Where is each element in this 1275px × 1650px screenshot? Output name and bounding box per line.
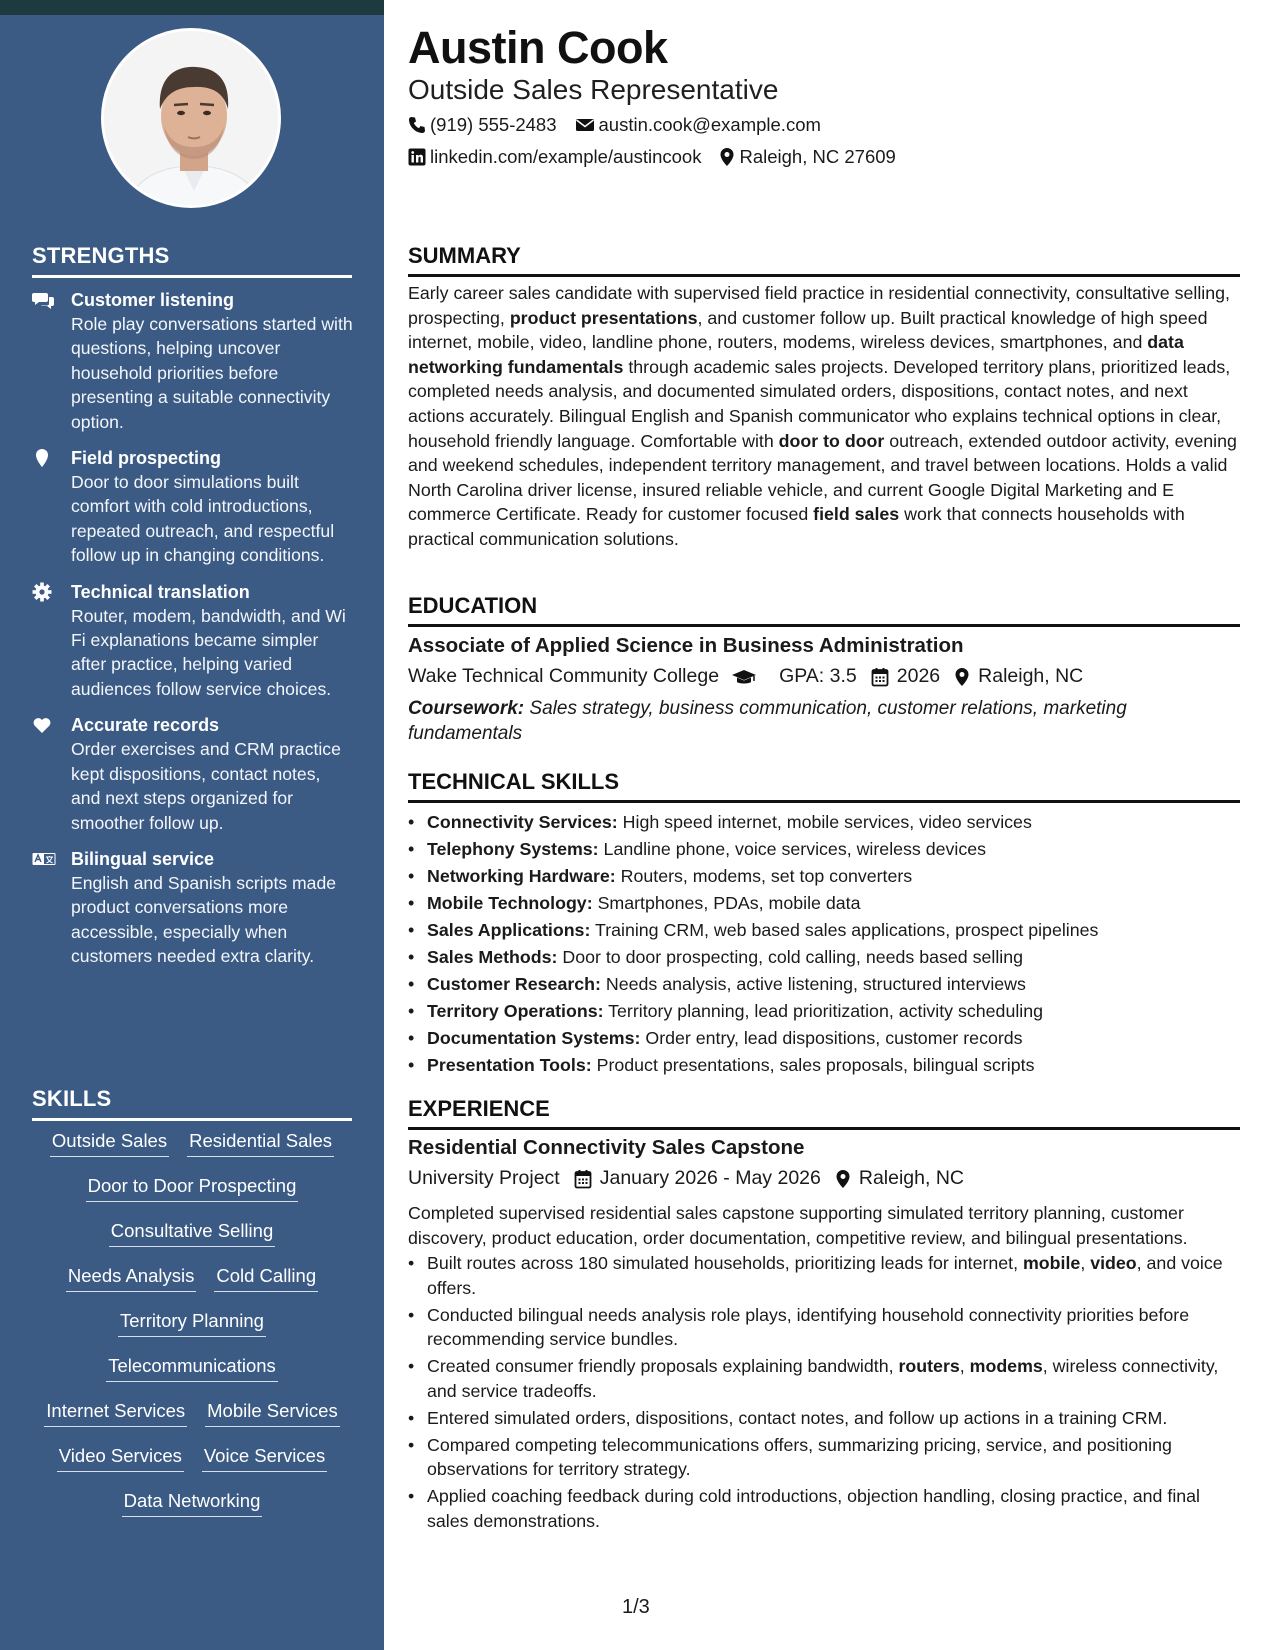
page-number: 1/3: [622, 1596, 650, 1618]
coursework-label: Coursework:: [408, 698, 525, 719]
phone-number: (919) 555-2483: [430, 114, 557, 135]
strength-description: Order exercises and CRM practice kept dispositions, contact notes, and next steps organized for smoother follow up.: [71, 739, 341, 833]
skill-category: Telephony Systems:: [427, 839, 599, 859]
skill-category: Connectivity Services:: [427, 812, 618, 832]
education-location: [954, 665, 1083, 688]
coursework-text: Sales strategy, business communication, customer relations, marketing fundamentals: [408, 698, 1127, 744]
skill-tag: Video Services: [57, 1443, 184, 1472]
experience-bullets: [408, 1251, 1240, 1536]
strength-description: Role play conversations started with questions, helping uncover household priorities before presenting a suitable connectivity option.: [71, 314, 353, 432]
skill-values: Product presentations, sales proposals, bilingual scripts: [591, 1055, 1035, 1075]
school: [408, 665, 765, 688]
sidebar: [0, 0, 384, 1650]
skill-values: Training CRM, web based sales applications, prospect pipelines: [590, 920, 1099, 940]
skill-tag: Territory Planning: [118, 1308, 266, 1337]
bullet-fragment: , and voice offers.: [427, 1253, 1223, 1298]
calendar-icon: [871, 667, 889, 687]
skill-category: Customer Research:: [427, 974, 601, 994]
organization: [408, 1167, 560, 1190]
strengths-title: STRENGTHS: [32, 243, 352, 278]
skill-tag: Cold Calling: [214, 1263, 318, 1292]
contact-row-2: [408, 146, 914, 168]
experience-bullet: [408, 1354, 1240, 1403]
strength-description: Router, modem, bandwidth, and Wi Fi explanations became simpler after practice, helping varied audiences follow service choices.: [71, 605, 346, 699]
linkedin-icon: [408, 148, 426, 166]
skill-values: Order entry, lead dispositions, customer records: [640, 1028, 1023, 1048]
technical-skill-item: [408, 836, 1240, 863]
skill-tag: Outside Sales: [50, 1128, 169, 1157]
contact-linkedin: [408, 146, 701, 168]
summary-emphasis: door to door: [778, 430, 885, 451]
coursework: [408, 697, 1240, 746]
skill-tag: Consultative Selling: [109, 1218, 275, 1247]
skill-tag: Mobile Services: [205, 1398, 340, 1427]
skill-tag: Residential Sales: [187, 1128, 334, 1157]
bullet-fragment: Built routes across 180 simulated households, prioritizing leads for internet,: [427, 1253, 1023, 1273]
skill-values: Needs analysis, active listening, structured interviews: [600, 974, 1026, 994]
bullet-fragment: Conducted bilingual needs analysis role plays, identifying household connectivity priorities before recommending service bundles.: [427, 1304, 1190, 1350]
skill-category: Presentation Tools:: [427, 1055, 592, 1075]
experience-bullet: [408, 1484, 1240, 1533]
technical-skill-item: [408, 944, 1240, 971]
summary-emphasis: data networking fundamentals: [408, 332, 1184, 377]
skill-category: Documentation Systems:: [427, 1028, 641, 1048]
profile-photo: [101, 28, 281, 208]
strength-item: [32, 847, 354, 969]
contact-phone: [408, 114, 557, 136]
bullet-fragment: Created consumer friendly proposals explaining bandwidth,: [427, 1356, 899, 1377]
experience-bullet: [408, 1433, 1240, 1482]
skills-title: SKILLS: [32, 1086, 352, 1121]
technical-skill-item: [408, 998, 1240, 1025]
map-pin-icon: [32, 448, 56, 468]
strength-item: [32, 446, 354, 568]
contact-location: [719, 146, 895, 168]
bullet-fragment: Entered simulated orders, dispositions, contact notes, and follow up actions in a training CRM.: [427, 1407, 1168, 1428]
bullet-fragment: Applied coaching feedback during cold introductions, objection handling, closing practice, and final sales demonstrations.: [427, 1486, 1200, 1531]
strength-title: Accurate records: [71, 715, 220, 736]
skill-tag: Needs Analysis: [66, 1263, 196, 1292]
skill-tag: Telecommunications: [106, 1353, 278, 1382]
skill-values: Territory planning, lead prioritization, activity scheduling: [603, 1001, 1044, 1021]
skill-category: Sales Applications:: [427, 920, 591, 940]
map-pin-icon: [719, 147, 735, 167]
gpa: [779, 665, 857, 688]
summary-fragment: , and customer follow up. Built practical knowledge of high speed internet, mobile, video, landline phone, routers, modems, wireless devices, smartphones, and: [408, 307, 1208, 353]
degree-name: Associate of Applied Science in Business Administration: [408, 634, 964, 657]
contact-row-1: [408, 114, 839, 136]
skill-values: Routers, modems, set top converters: [615, 866, 913, 886]
technical-skill-item: [408, 971, 1240, 998]
skill-category: Mobile Technology:: [427, 893, 593, 913]
technical-skill-item: [408, 1052, 1240, 1079]
technical-skill-item: [408, 1025, 1240, 1052]
bullet-emphasis: routers: [898, 1356, 960, 1377]
map-pin-icon: [954, 667, 970, 687]
strength-title: Technical translation: [71, 581, 250, 602]
skill-category: Networking Hardware:: [427, 866, 616, 886]
school-name: Wake Technical Community College: [408, 665, 720, 687]
bullet-fragment: Compared competing telecommunications offers, summarizing pricing, service, and positioning observations for territory strategy.: [427, 1434, 1172, 1480]
education-meta: [408, 665, 1097, 688]
bullet-emphasis: modems: [969, 1356, 1043, 1377]
experience-summary: Completed supervised residential sales capstone supporting simulated territory planning, customer discovery, product education, order documentation, competitive review, and bilingual presentations.: [408, 1203, 1188, 1248]
strength-item: [32, 580, 354, 702]
skill-values: High speed internet, mobile services, video services: [617, 812, 1032, 832]
technical-skills-title: TECHNICAL SKILLS: [408, 769, 1240, 803]
strength-title: Customer listening: [71, 290, 235, 310]
experience-title: EXPERIENCE: [408, 1096, 1240, 1130]
summary-fragment: Early career sales candidate with supervised field practice in residential connectivity, consultative selling, prospecting,: [408, 283, 1230, 328]
bullet-emphasis: video: [1090, 1253, 1137, 1273]
job-dates: [574, 1167, 821, 1190]
strength-description: English and Spanish scripts made product conversations more accessible, especially when customers needed extra clarity.: [71, 872, 337, 967]
bullet-fragment: , wireless connectivity, and service tradeoffs.: [427, 1356, 1219, 1401]
calendar-icon: [574, 1169, 592, 1189]
strength-description: Door to door simulations built comfort with cold introductions, repeated outreach, and respectful follow up in changing conditions.: [71, 472, 335, 566]
skill-tag: Data Networking: [122, 1488, 263, 1517]
gpa-value: GPA: 3.5: [779, 665, 857, 687]
graduation-year: [871, 665, 940, 688]
map-pin-icon: [835, 1169, 851, 1189]
experience-bullet: [408, 1251, 1240, 1300]
organization-name: University Project: [408, 1167, 560, 1189]
experience-bullet: [408, 1303, 1240, 1352]
bullet-fragment: ,: [959, 1356, 970, 1377]
summary-fragment: work that connects households with practical communication solutions.: [408, 504, 1185, 549]
year-value: 2026: [896, 665, 941, 687]
dates-value: January 2026 - May 2026: [599, 1167, 821, 1189]
technical-skill-item: [408, 863, 1240, 890]
summary-fragment: through academic sales projects. Developed territory plans, prioritized leads, completed needs analysis, and documented simulated orders, dispositions, contact notes, and next actions accurately. Bilingual English and Spanish communicator who explains technical options in clear, household friendly language. Comfortable with: [408, 356, 1231, 451]
strength-item: [32, 713, 354, 835]
bullet-emphasis: mobile: [1023, 1253, 1081, 1273]
envelope-icon: [575, 117, 595, 133]
strengths-list: [32, 288, 354, 981]
summary-fragment: outreach, extended outdoor activity, evening and weekend schedules, independent territory management, and travel between locations. Holds a valid North Carolina driver license, insured reliable vehicle, and current Google Digital Marketing and E commerce Certificate. Ready for customer focused: [408, 430, 1237, 525]
strength-title: Bilingual service: [71, 848, 215, 869]
experience-bullet: [408, 1406, 1240, 1431]
location-value: Raleigh, NC: [858, 1167, 964, 1189]
skill-values: Door to door prospecting, cold calling, needs based selling: [557, 947, 1023, 967]
skill-values: Landline phone, voice services, wireless devices: [598, 839, 987, 859]
chat-icon: [32, 290, 56, 310]
job-title: Residential Connectivity Sales Capstone: [408, 1136, 805, 1159]
candidate-name: Austin Cook: [408, 22, 668, 73]
technical-skills-list: [408, 809, 1240, 1079]
job-location: [835, 1167, 964, 1190]
email-address: austin.cook@example.com: [598, 114, 821, 135]
skill-values: Smartphones, PDAs, mobile data: [592, 893, 861, 913]
summary-emphasis: field sales: [813, 504, 900, 525]
heart-icon: [32, 715, 56, 735]
strength-title: Field prospecting: [71, 448, 222, 469]
technical-skill-item: [408, 917, 1240, 944]
language-icon: [32, 849, 56, 869]
phone-icon: [408, 116, 426, 134]
bullet-fragment: ,: [1080, 1253, 1091, 1273]
summary-title: SUMMARY: [408, 243, 1240, 277]
graduation-cap-icon: [731, 668, 757, 686]
sidebar-top-bar: [0, 0, 384, 15]
skill-tag: Internet Services: [44, 1398, 187, 1427]
linkedin-url: linkedin.com/example/austincook: [430, 146, 702, 167]
technical-skill-item: [408, 809, 1240, 836]
contact-email: [575, 114, 821, 136]
location-text: Raleigh, NC 27609: [739, 146, 896, 167]
location-value: Raleigh, NC: [978, 665, 1084, 687]
education-title: EDUCATION: [408, 593, 1240, 627]
technical-skill-item: [408, 890, 1240, 917]
skills-tags: [32, 1128, 352, 1533]
skill-tag: Door to Door Prospecting: [86, 1173, 299, 1202]
skill-tag: Voice Services: [202, 1443, 327, 1472]
gear-icon: [32, 582, 56, 602]
skill-category: Sales Methods:: [427, 947, 558, 967]
experience-meta: [408, 1167, 978, 1190]
summary-text: [408, 281, 1240, 552]
skill-category: Territory Operations:: [427, 1001, 604, 1021]
summary-emphasis: product presentations: [509, 307, 698, 328]
strength-item: [32, 288, 354, 434]
candidate-role: Outside Sales Representative: [408, 74, 779, 105]
